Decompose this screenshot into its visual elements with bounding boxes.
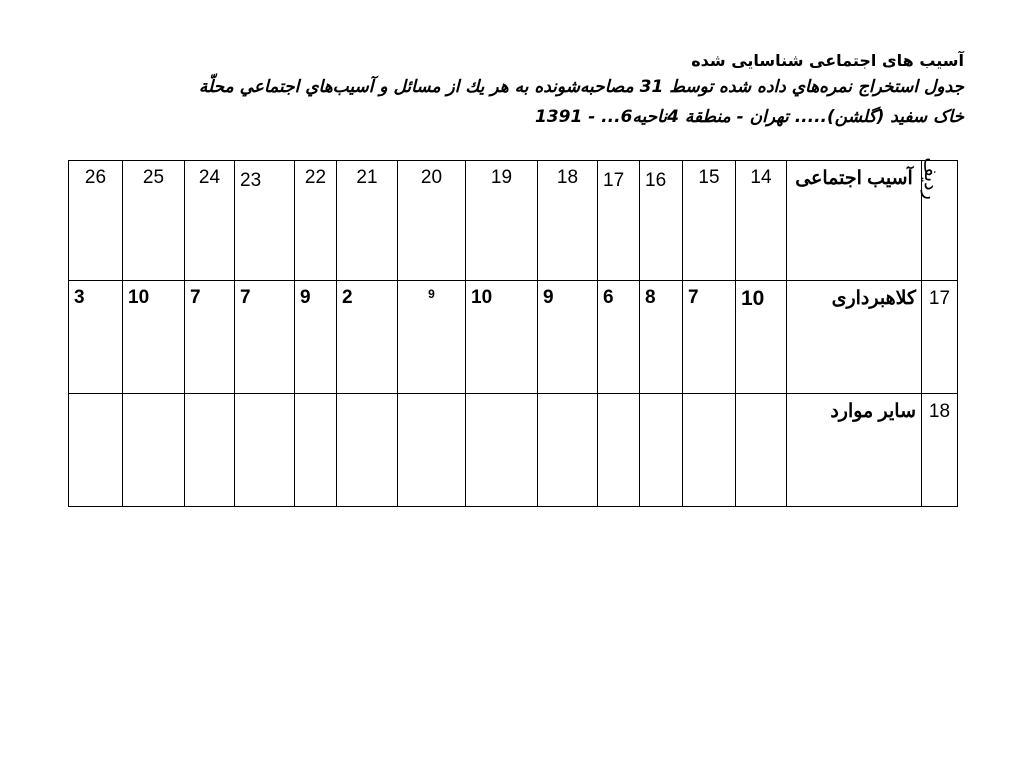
row-label: كلاهبرداری	[787, 281, 922, 394]
heading-location: خاک سفيد (گلشن)..... تهران - منطقة 4ناحيه6... - 1391	[534, 107, 964, 127]
cell-col-17	[598, 394, 640, 507]
heading-subtitle: جدول استخراج نمره‌هاي داده شده توسط 31 مصاحبه‌شونده به هر يك از مسائل و آسيب‌هاي اجتماعي محلّة	[198, 77, 964, 97]
cell-col-18	[538, 394, 598, 507]
cell-col-24: 7	[185, 281, 235, 394]
header-col-18: 18	[538, 161, 598, 281]
cell-col-14: 10	[736, 281, 787, 394]
header-col-16: 16	[640, 161, 683, 281]
row-number: 18	[922, 394, 958, 507]
cell-col-14	[736, 394, 787, 507]
header-col-14: 14	[736, 161, 787, 281]
cell-col-22: 9	[295, 281, 337, 394]
cell-col-15: 7	[683, 281, 736, 394]
cell-col-23: 7	[235, 281, 295, 394]
cell-col-21	[337, 394, 398, 507]
cell-col-18: 9	[538, 281, 598, 394]
header-col-17: 17	[598, 161, 640, 281]
heading-title: آسيب های اجتماعی شناسايی شده	[691, 51, 964, 70]
header-col-19: 19	[466, 161, 538, 281]
cell-col-15	[683, 394, 736, 507]
header-col-15: 15	[683, 161, 736, 281]
cell-col-20	[398, 394, 466, 507]
row-number: 17	[922, 281, 958, 394]
cell-col-16	[640, 394, 683, 507]
cell-col-19: 10	[466, 281, 538, 394]
cell-col-20: 9	[398, 281, 466, 394]
cell-col-25	[123, 394, 185, 507]
header-col-25: 25	[123, 161, 185, 281]
cell-col-16: 8	[640, 281, 683, 394]
cell-col-25: 10	[123, 281, 185, 394]
cell-col-24	[185, 394, 235, 507]
row-label: ساير موارد	[787, 394, 922, 507]
header-rownum	[920, 157, 958, 281]
cell-col-23	[235, 394, 295, 507]
header-col-21: 21	[337, 161, 398, 281]
cell-col-26: 3	[69, 281, 123, 394]
header-col-20: 20	[398, 161, 466, 281]
score-table	[68, 157, 958, 507]
header-label: آسيب اجتماعی	[787, 161, 922, 281]
header-col-23: 23	[235, 161, 295, 281]
cell-col-26	[69, 394, 123, 507]
header-col-26: 26	[69, 161, 123, 281]
cell-col-21: 2	[337, 281, 398, 394]
document-heading	[64, 50, 964, 132]
header-rownum-text: رديف	[920, 157, 942, 200]
table-row	[69, 394, 958, 507]
header-col-22: 22	[295, 161, 337, 281]
table-row	[69, 281, 958, 394]
cell-col-22	[295, 394, 337, 507]
cell-col-19	[466, 394, 538, 507]
header-col-24: 24	[185, 161, 235, 281]
table-header-row	[69, 161, 958, 281]
cell-col-17: 6	[598, 281, 640, 394]
